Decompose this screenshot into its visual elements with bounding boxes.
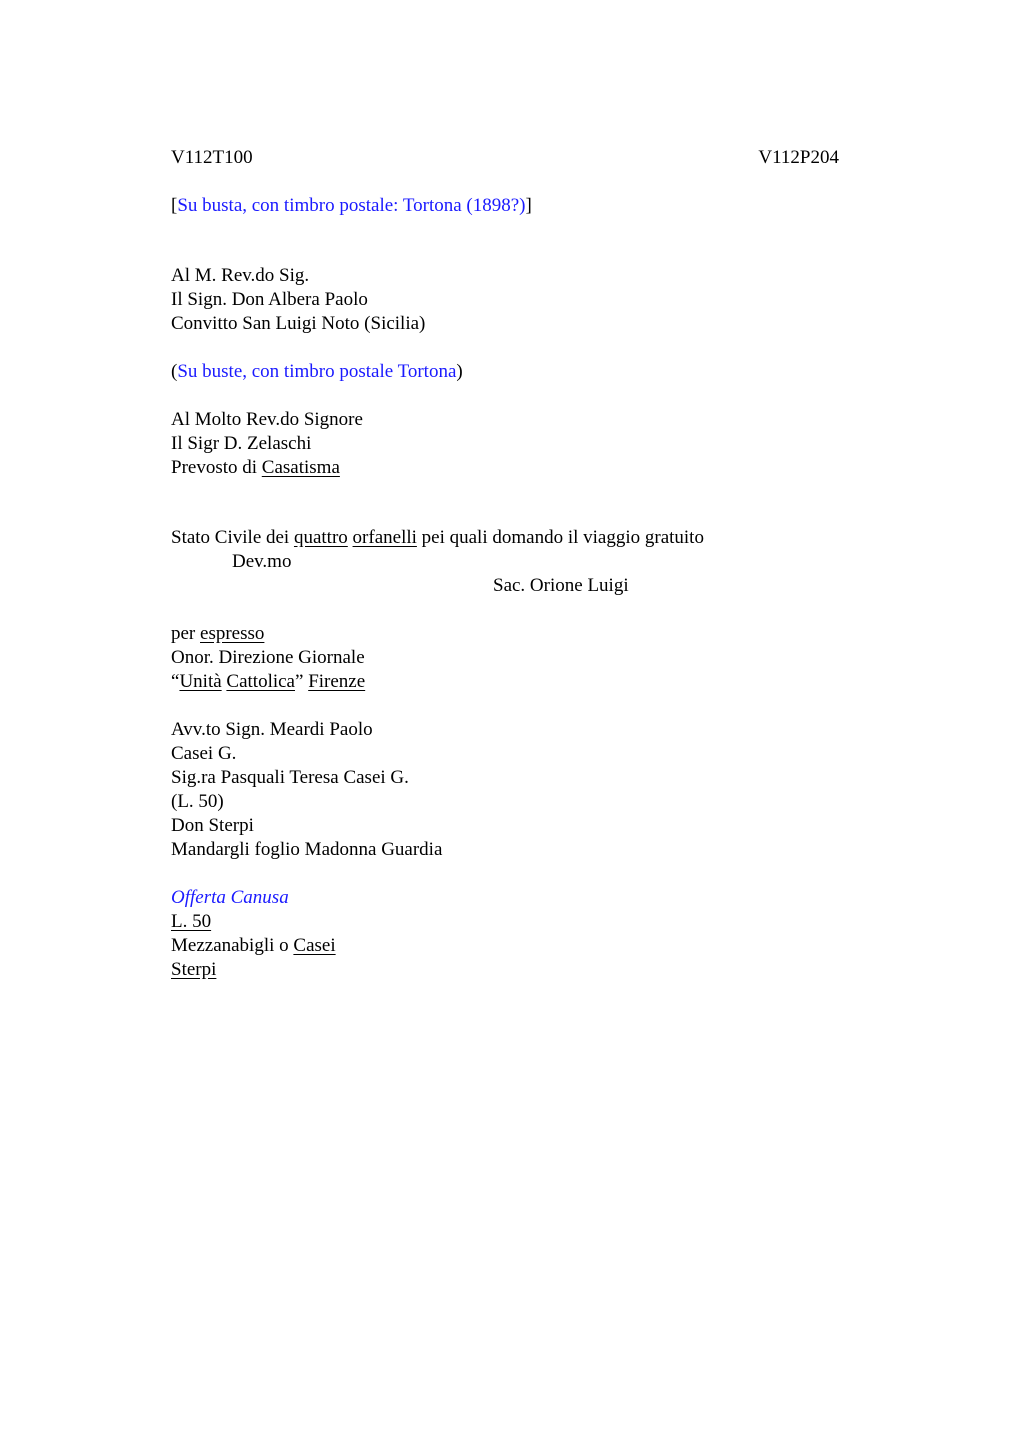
- bracket-open: [: [171, 195, 178, 216]
- header-row: [171, 146, 839, 170]
- offerta-amount: L. 50: [171, 911, 212, 932]
- names-list: [171, 718, 839, 862]
- stato-suffix: pei quali domando il viaggio gratuito: [416, 527, 704, 548]
- address-line: Il Sign. Don Albera Paolo: [171, 289, 368, 310]
- document-page: [171, 146, 839, 982]
- note-text: Su buste, con timbro postale Tortona: [177, 361, 457, 382]
- underlined-word: Unità: [179, 671, 222, 692]
- offerta-title: Offerta Canusa: [171, 887, 289, 908]
- address-block-1: [171, 264, 839, 336]
- stato-line: [171, 526, 839, 550]
- underlined-word: orfanelli: [352, 527, 417, 548]
- quote-close: ”: [295, 671, 304, 692]
- bracket-close: ]: [525, 195, 532, 216]
- newspaper-line: [171, 670, 839, 694]
- paren-open: (: [171, 361, 178, 382]
- city-name: Firenze: [308, 671, 366, 692]
- offerta-amount-line: [171, 910, 839, 934]
- address-prefix: Prevosto di: [171, 457, 262, 478]
- direzione-line: Onor. Direzione Giornale: [171, 647, 365, 668]
- signature: Sac. Orione Luigi: [493, 575, 629, 596]
- list-item: Avv.to Sign. Meardi Paolo: [171, 719, 373, 740]
- list-item: (L. 50): [171, 791, 224, 812]
- list-item: Casei G.: [171, 743, 237, 764]
- paren-close: ): [456, 361, 463, 382]
- espresso-block: [171, 622, 839, 694]
- underlined-word: espresso: [200, 623, 265, 644]
- offerta-line: [171, 958, 839, 982]
- stato-civile-block: [171, 526, 839, 598]
- address-line: Al M. Rev.do Sig.: [171, 265, 310, 286]
- address-line: Convitto San Luigi Noto (Sicilia): [171, 313, 426, 334]
- address-line: [171, 456, 839, 480]
- place-name: Casatisma: [261, 457, 340, 478]
- list-item: Mandargli foglio Madonna Guardia: [171, 839, 443, 860]
- offerta-prefix: Mezzanabigli o: [171, 935, 294, 956]
- address-line: Al Molto Rev.do Signore: [171, 409, 363, 430]
- note-text: Su busta, con timbro postale: Tortona (1898?): [177, 195, 526, 216]
- offerta-block: [171, 886, 839, 982]
- list-item: Sig.ra Pasquali Teresa Casei G.: [171, 767, 409, 788]
- offerta-line: [171, 934, 839, 958]
- quote-open: “: [171, 671, 180, 692]
- sterpi-name: Sterpi: [171, 959, 217, 980]
- place-name: Casei: [293, 935, 336, 956]
- address-block-2: [171, 408, 839, 480]
- espresso-line: [171, 622, 839, 646]
- envelope-note-2: [171, 360, 839, 384]
- underlined-word: Cattolica: [226, 671, 295, 692]
- list-item: Don Sterpi: [171, 815, 254, 836]
- envelope-note-1: [171, 194, 839, 218]
- right-code: V112P204: [758, 147, 839, 168]
- espresso-prefix: per: [171, 623, 201, 644]
- address-line: Il Sigr D. Zelaschi: [171, 433, 312, 454]
- stato-prefix: Stato Civile dei: [171, 527, 294, 548]
- closing: Dev.mo: [232, 551, 292, 572]
- left-code: V112T100: [171, 147, 253, 168]
- underlined-word: quattro: [293, 527, 348, 548]
